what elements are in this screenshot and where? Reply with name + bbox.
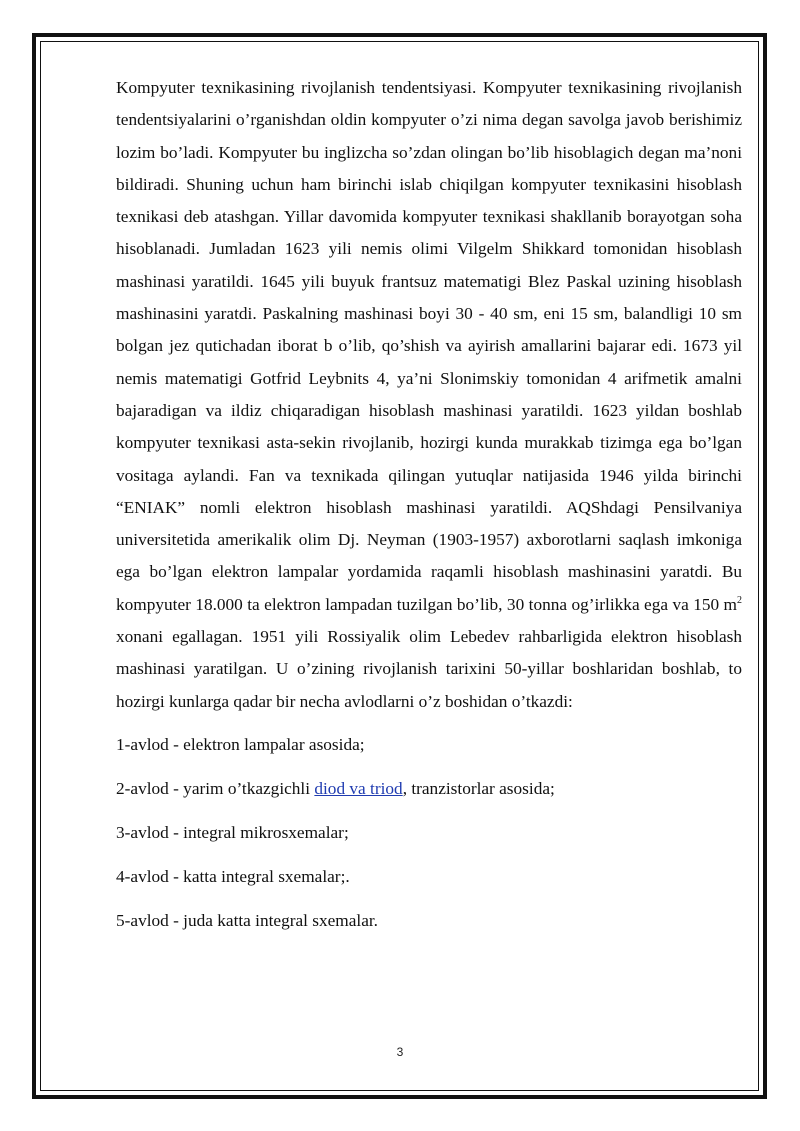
list-item bbox=[116, 773, 742, 805]
list-item: 4-avlod - katta integral sxemalar;. bbox=[116, 866, 350, 886]
list-item-text: 2-avlod - yarim o’tkazgichli bbox=[116, 778, 315, 798]
main-paragraph bbox=[116, 72, 742, 718]
list-item: 3-avlod - integral mikrosxemalar; bbox=[116, 822, 349, 842]
list-item-text: , tranzistorlar asosida; bbox=[402, 778, 555, 798]
page-number: 3 bbox=[396, 1045, 404, 1059]
document-body bbox=[116, 72, 742, 949]
list-item: 1-avlod - elektron lampalar asosida; bbox=[116, 734, 365, 754]
paragraph-text-part1: Kompyuter texnikasining rivojlanish tendentsiyasi. Kompyuter texnikasining rivojlanish tendentsiyalarini o’rganishdan oldin kompyuter o’zi nima degan savolga javob berishimiz lozim bo’ladi. Kompyuter bu inglizcha so’zdan olingan bo’lib hisoblagich degan ma’noni bildiradi. Shuning uchun ham birinchi islab chiqilgan kompyuter texnikasini hisoblash texnikasi deb atashgan. Yillar davomida kompyuter texnikasi shakllanib borayotgan soha hisoblanadi. Jumladan 1623 yili nemis olimi Vilgelm Shikkard tomonidan hisoblash mashinasi yaratildi. 1645 yili buyuk frantsuz matematigi Blez Paskal uzining hisoblash mashinasini yaratdi. Paskalning mashinasi boyi 30 - 40 sm, eni 15 sm, balandligi 10 sm bolgan jez qutichadan iborat b o’lib, qo’shish va ayirish amallarini bajarar edi. 1673 yil nemis matematigi Gotfrid Leybnits 4, ya’ni Slonimskiy tomonidan 4 arifmetik amalni bajaradigan va ildiz chiqaradigan hisoblash mashinasi yaratildi. 1623 yildan boshlab kompyuter texnikasi asta-sekin rivojlanib, hozirgi kunda murakkab tizimga ega bo’lgan vositaga aylandi. Fan va texnikada qilingan yutuqlar natijasida 1946 yilda birinchi “ENIAK” nomli elektron hisoblash mashinasi yaratildi. AQShdagi Pensilvaniya universitetida amerikalik olim Dj. Neyman (1903-1957) axborotlarni saqlash imkoniga ega bo’lgan elektron lampalar yordamida raqamli hisoblash mashinasini yaratdi. Bu kompyuter 18.000 ta elektron lampadan tuzilgan bo’lib, 30 tonna og’irlikka ega va 150 m bbox=[116, 78, 742, 614]
paragraph-text-part2: xonani egallagan. 1951 yili Rossiyalik olim Lebedev rahbarligida elektron hisoblash mashinasi yaratilgan. U o’zining rivojlanish tarixini 50-yillar boshlaridan boshlab, to hozirgi kunlarga qadar bir necha avlodlarni o’z boshidan o’tkazdi: bbox=[116, 627, 742, 711]
list-item: 5-avlod - juda katta integral sxemalar. bbox=[116, 910, 379, 930]
diod-va-triod-link[interactable]: diod va triod bbox=[314, 778, 403, 798]
superscript-squared: 2 bbox=[737, 594, 742, 606]
generations-list bbox=[116, 729, 742, 937]
